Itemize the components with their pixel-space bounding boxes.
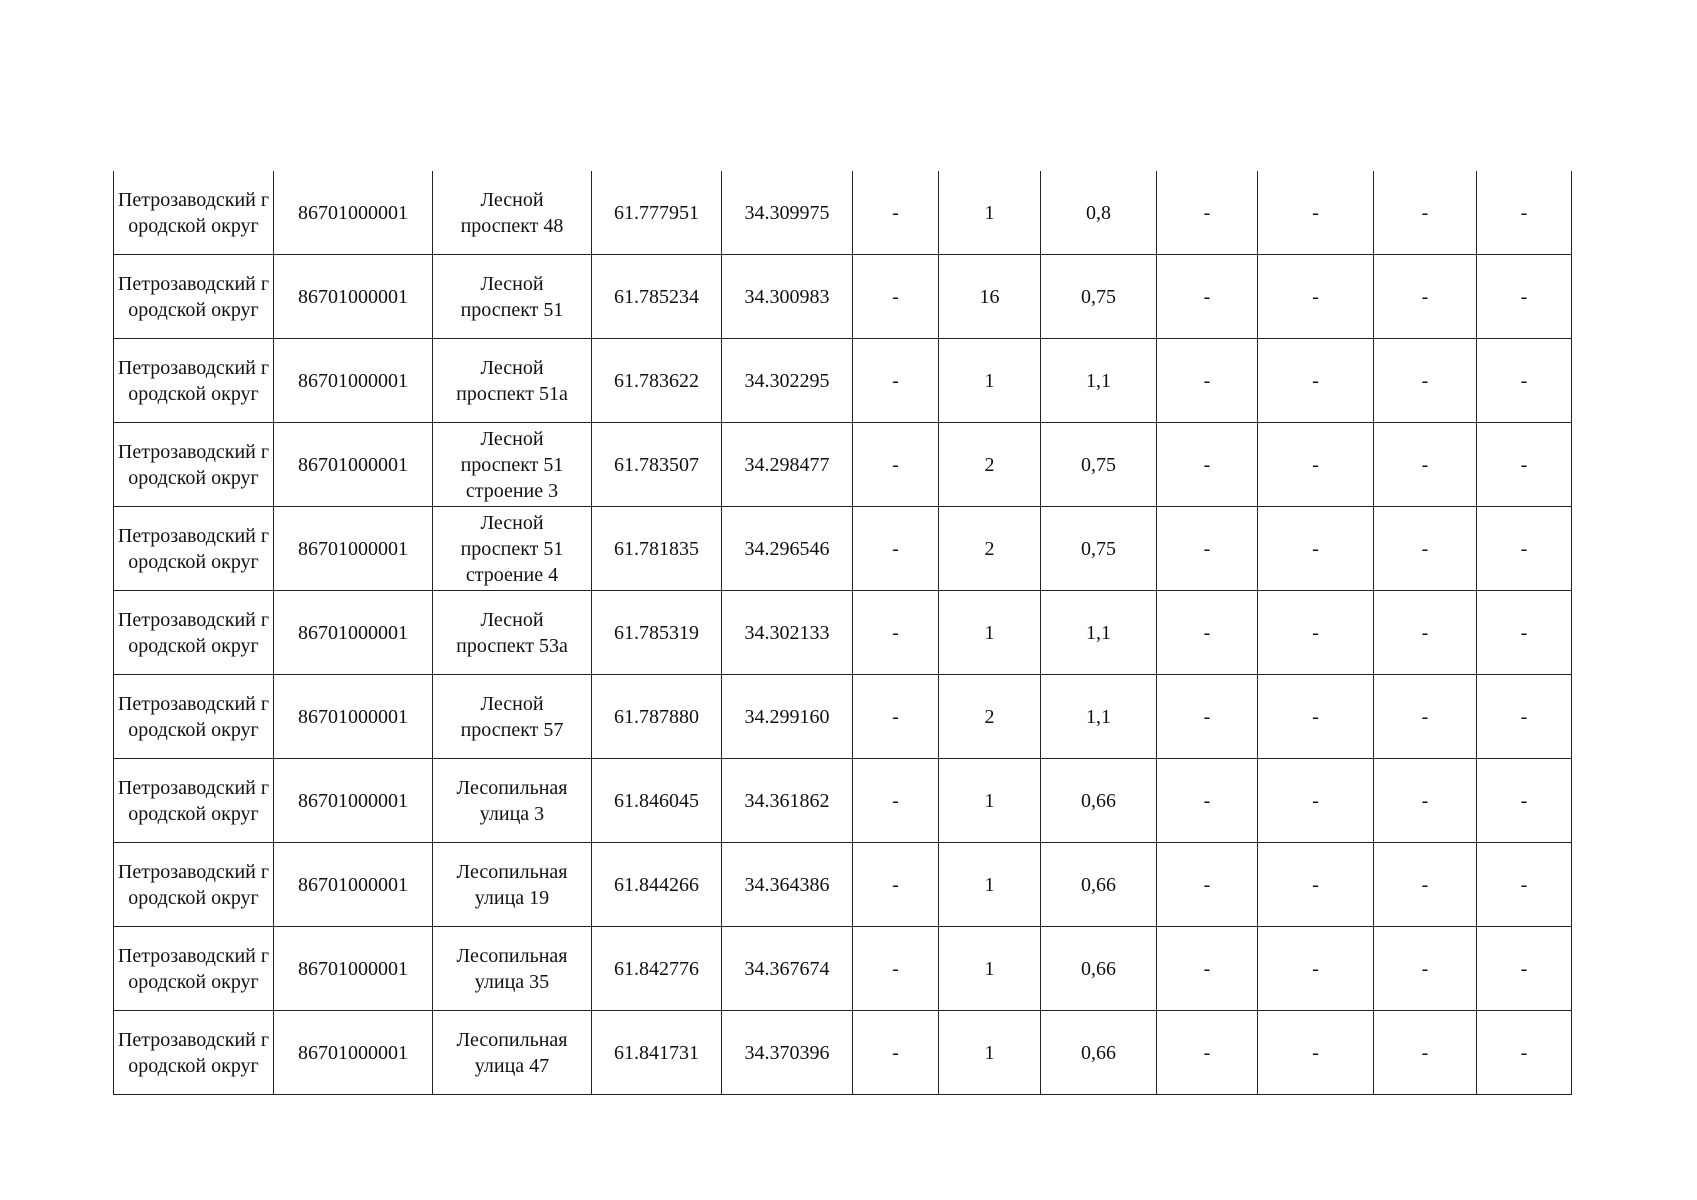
cell-address: Лесопильная улица 3 <box>433 759 592 843</box>
cell-col-10: - <box>1258 1011 1374 1095</box>
cell-col-10: - <box>1258 759 1374 843</box>
cell-oktmo: 86701000001 <box>274 423 433 507</box>
cell-latitude: 61.777951 <box>592 171 722 255</box>
cell-district: Петрозаводский городской округ <box>114 843 274 927</box>
cell-longitude: 34.364386 <box>722 843 853 927</box>
cell-latitude: 61.783622 <box>592 339 722 423</box>
cell-container-volume: 0,66 <box>1041 927 1157 1011</box>
cell-col-10: - <box>1258 927 1374 1011</box>
cell-address: Лесопильная улица 35 <box>433 927 592 1011</box>
table-row <box>114 255 1572 339</box>
cell-oktmo: 86701000001 <box>274 843 433 927</box>
cell-address: Лесной проспект 48 <box>433 171 592 255</box>
cell-col-11: - <box>1374 675 1477 759</box>
cell-container-count: 2 <box>939 423 1041 507</box>
cell-district: Петрозаводский городской округ <box>114 675 274 759</box>
cell-col-9: - <box>1157 591 1258 675</box>
cell-longitude: 34.370396 <box>722 1011 853 1095</box>
cell-longitude: 34.296546 <box>722 507 853 591</box>
table-row <box>114 843 1572 927</box>
cell-col-11: - <box>1374 255 1477 339</box>
cell-col-12: - <box>1477 507 1572 591</box>
cell-col-12: - <box>1477 843 1572 927</box>
cell-col-6: - <box>853 423 939 507</box>
cell-col-12: - <box>1477 927 1572 1011</box>
cell-address: Лесной проспект 53а <box>433 591 592 675</box>
cell-oktmo: 86701000001 <box>274 339 433 423</box>
table-row <box>114 1011 1572 1095</box>
cell-col-9: - <box>1157 1011 1258 1095</box>
cell-district: Петрозаводский городской округ <box>114 1011 274 1095</box>
cell-container-count: 2 <box>939 507 1041 591</box>
table-row <box>114 591 1572 675</box>
cell-col-11: - <box>1374 171 1477 255</box>
cell-latitude: 61.846045 <box>592 759 722 843</box>
cell-col-6: - <box>853 591 939 675</box>
cell-col-6: - <box>853 843 939 927</box>
cell-container-count: 1 <box>939 1011 1041 1095</box>
cell-col-9: - <box>1157 675 1258 759</box>
cell-district: Петрозаводский городской округ <box>114 339 274 423</box>
cell-oktmo: 86701000001 <box>274 759 433 843</box>
cell-col-10: - <box>1258 171 1374 255</box>
cell-container-count: 16 <box>939 255 1041 339</box>
cell-col-9: - <box>1157 927 1258 1011</box>
cell-col-10: - <box>1258 507 1374 591</box>
table-row <box>114 927 1572 1011</box>
table-body <box>114 171 1572 1095</box>
cell-longitude: 34.367674 <box>722 927 853 1011</box>
cell-col-9: - <box>1157 339 1258 423</box>
cell-container-volume: 1,1 <box>1041 591 1157 675</box>
cell-oktmo: 86701000001 <box>274 1011 433 1095</box>
cell-col-12: - <box>1477 255 1572 339</box>
cell-oktmo: 86701000001 <box>274 675 433 759</box>
cell-latitude: 61.787880 <box>592 675 722 759</box>
cell-latitude: 61.783507 <box>592 423 722 507</box>
cell-longitude: 34.309975 <box>722 171 853 255</box>
cell-longitude: 34.361862 <box>722 759 853 843</box>
cell-col-6: - <box>853 255 939 339</box>
cell-address: Лесной проспект 51 <box>433 255 592 339</box>
cell-container-count: 1 <box>939 171 1041 255</box>
cell-address: Лесной проспект 57 <box>433 675 592 759</box>
cell-container-count: 1 <box>939 591 1041 675</box>
cell-col-11: - <box>1374 423 1477 507</box>
cell-container-volume: 1,1 <box>1041 339 1157 423</box>
cell-container-volume: 0,75 <box>1041 255 1157 339</box>
cell-col-10: - <box>1258 255 1374 339</box>
cell-district: Петрозаводский городской округ <box>114 255 274 339</box>
cell-oktmo: 86701000001 <box>274 507 433 591</box>
cell-col-9: - <box>1157 423 1258 507</box>
cell-col-12: - <box>1477 759 1572 843</box>
cell-col-12: - <box>1477 1011 1572 1095</box>
cell-col-6: - <box>853 675 939 759</box>
cell-container-volume: 0,66 <box>1041 759 1157 843</box>
cell-col-11: - <box>1374 591 1477 675</box>
cell-container-count: 1 <box>939 339 1041 423</box>
table-row <box>114 675 1572 759</box>
data-table <box>113 171 1572 1095</box>
cell-col-11: - <box>1374 339 1477 423</box>
cell-col-12: - <box>1477 423 1572 507</box>
cell-col-9: - <box>1157 171 1258 255</box>
cell-district: Петрозаводский городской округ <box>114 591 274 675</box>
table-row <box>114 759 1572 843</box>
cell-col-6: - <box>853 759 939 843</box>
cell-oktmo: 86701000001 <box>274 171 433 255</box>
cell-col-12: - <box>1477 591 1572 675</box>
cell-district: Петрозаводский городской округ <box>114 423 274 507</box>
cell-oktmo: 86701000001 <box>274 927 433 1011</box>
cell-district: Петрозаводский городской округ <box>114 171 274 255</box>
cell-container-volume: 0,8 <box>1041 171 1157 255</box>
cell-col-10: - <box>1258 843 1374 927</box>
cell-col-12: - <box>1477 675 1572 759</box>
cell-col-12: - <box>1477 339 1572 423</box>
cell-address: Лесной проспект 51 строение 4 <box>433 507 592 591</box>
cell-col-9: - <box>1157 759 1258 843</box>
cell-col-6: - <box>853 1011 939 1095</box>
cell-col-6: - <box>853 339 939 423</box>
cell-col-10: - <box>1258 423 1374 507</box>
cell-col-11: - <box>1374 1011 1477 1095</box>
cell-container-count: 2 <box>939 675 1041 759</box>
cell-address: Лесопильная улица 47 <box>433 1011 592 1095</box>
cell-col-11: - <box>1374 507 1477 591</box>
cell-col-6: - <box>853 507 939 591</box>
cell-longitude: 34.298477 <box>722 423 853 507</box>
cell-district: Петрозаводский городской округ <box>114 507 274 591</box>
cell-latitude: 61.785234 <box>592 255 722 339</box>
cell-col-11: - <box>1374 927 1477 1011</box>
cell-address: Лесопильная улица 19 <box>433 843 592 927</box>
cell-longitude: 34.300983 <box>722 255 853 339</box>
cell-col-10: - <box>1258 591 1374 675</box>
cell-latitude: 61.841731 <box>592 1011 722 1095</box>
cell-container-volume: 0,66 <box>1041 843 1157 927</box>
cell-address: Лесной проспект 51а <box>433 339 592 423</box>
cell-latitude: 61.785319 <box>592 591 722 675</box>
table-row <box>114 171 1572 255</box>
cell-container-count: 1 <box>939 843 1041 927</box>
cell-col-9: - <box>1157 843 1258 927</box>
cell-container-volume: 0,75 <box>1041 507 1157 591</box>
cell-latitude: 61.781835 <box>592 507 722 591</box>
cell-latitude: 61.842776 <box>592 927 722 1011</box>
cell-latitude: 61.844266 <box>592 843 722 927</box>
cell-col-6: - <box>853 171 939 255</box>
cell-address: Лесной проспект 51 строение 3 <box>433 423 592 507</box>
cell-col-9: - <box>1157 507 1258 591</box>
cell-oktmo: 86701000001 <box>274 255 433 339</box>
cell-container-volume: 0,75 <box>1041 423 1157 507</box>
cell-container-volume: 1,1 <box>1041 675 1157 759</box>
cell-longitude: 34.299160 <box>722 675 853 759</box>
table-row <box>114 423 1572 507</box>
cell-container-count: 1 <box>939 927 1041 1011</box>
cell-col-11: - <box>1374 843 1477 927</box>
cell-col-6: - <box>853 927 939 1011</box>
cell-district: Петрозаводский городской округ <box>114 759 274 843</box>
cell-col-12: - <box>1477 171 1572 255</box>
cell-col-10: - <box>1258 339 1374 423</box>
cell-col-10: - <box>1258 675 1374 759</box>
cell-col-9: - <box>1157 255 1258 339</box>
cell-oktmo: 86701000001 <box>274 591 433 675</box>
cell-container-volume: 0,66 <box>1041 1011 1157 1095</box>
table-row <box>114 339 1572 423</box>
cell-district: Петрозаводский городской округ <box>114 927 274 1011</box>
cell-longitude: 34.302133 <box>722 591 853 675</box>
table-row <box>114 507 1572 591</box>
cell-col-11: - <box>1374 759 1477 843</box>
cell-container-count: 1 <box>939 759 1041 843</box>
cell-longitude: 34.302295 <box>722 339 853 423</box>
